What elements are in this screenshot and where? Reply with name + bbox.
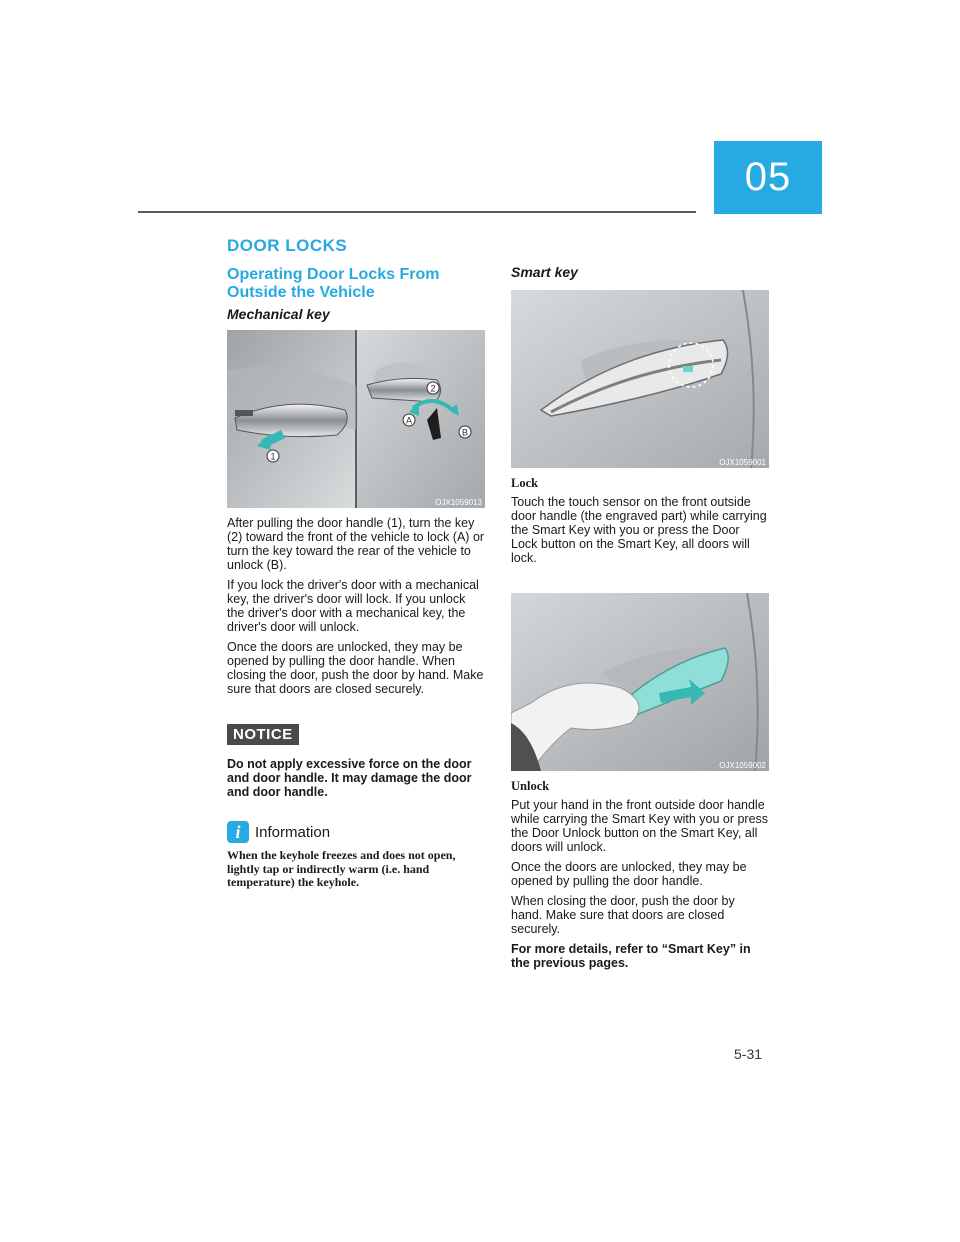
- header-rule: [138, 211, 696, 213]
- mechanical-key-heading: Mechanical key: [227, 306, 330, 322]
- unlock-paragraph: When closing the door, push the door by hand. Make sure that doors are closed securely.: [511, 894, 735, 936]
- information-title: Information: [255, 823, 331, 841]
- figure-code: OJX1059001: [719, 458, 766, 467]
- figure-code: OJX1059002: [719, 761, 766, 770]
- notice-text: Do not apply excessive force on the door and door handle. It may damage the door and door handle.: [227, 757, 472, 799]
- unlock-heading: Unlock: [511, 779, 550, 793]
- section-title: DOOR LOCKS: [227, 236, 348, 255]
- notice-badge: NOTICE: [227, 724, 299, 745]
- lock-text: Touch the touch sensor on the front outside door handle (the engraved part) while carrying the Smart Key with you or press the Door Lock button on the Smart Key, all doors will lock.: [511, 495, 767, 565]
- more-details-text: For more details, refer to “Smart Key” in the previous pages.: [511, 942, 751, 970]
- information-text: When the keyhole freezes and does not open, lightly tap or indirectly warm (i.e. hand temperature) the keyhole.: [227, 848, 456, 889]
- figure-code: OJX1059013: [435, 498, 482, 507]
- unlock-paragraph: Put your hand in the front outside door handle while carrying the Smart Key with you or press the Door Unlock button on the Smart Key, all doors will unlock.: [511, 798, 769, 854]
- smart-key-lock-figure: [511, 290, 769, 468]
- callout-1: 1: [270, 451, 276, 462]
- information-header: [227, 821, 485, 843]
- smart-key-unlock-figure: [511, 593, 769, 771]
- subsection-title-line2: Outside the Vehicle: [227, 284, 375, 301]
- subsection-title: [227, 266, 485, 302]
- mechanical-paragraph: After pulling the door handle (1), turn the key (2) toward the front of the vehicle to lock (A) or turn the key toward the rear of the vehicle to unlock (B).: [227, 516, 485, 572]
- subsection-title-line1: Operating Door Locks From: [227, 266, 440, 283]
- smart-key-lock-illustration: [511, 290, 769, 468]
- callout-a: A: [405, 415, 413, 426]
- left-column: [227, 236, 485, 890]
- unlock-paragraph: Once the doors are unlocked, they may be opened by pulling the door handle.: [511, 860, 747, 888]
- mechanical-key-illustration: [227, 330, 485, 508]
- smart-key-heading: Smart key: [511, 264, 578, 280]
- callout-2: 2: [430, 383, 436, 394]
- info-icon: i: [227, 821, 249, 843]
- page-number: 5-31: [734, 1046, 763, 1062]
- right-column: [511, 264, 769, 976]
- mechanical-paragraph: Once the doors are unlocked, they may be opened by pulling the door handle. When closing the door, push the door by hand. Make sure that doors are closed securely.: [227, 640, 484, 696]
- callout-b: B: [461, 427, 469, 438]
- mechanical-paragraph: If you lock the driver's door with a mechanical key, the driver's door will lock. If you unlock the driver's door with a mechanical key, the driver's door will unlock.: [227, 578, 479, 634]
- lock-heading: Lock: [511, 476, 539, 490]
- mechanical-key-figure: [227, 330, 485, 508]
- chapter-tab: 05: [714, 141, 822, 214]
- smart-key-unlock-illustration: [511, 593, 769, 771]
